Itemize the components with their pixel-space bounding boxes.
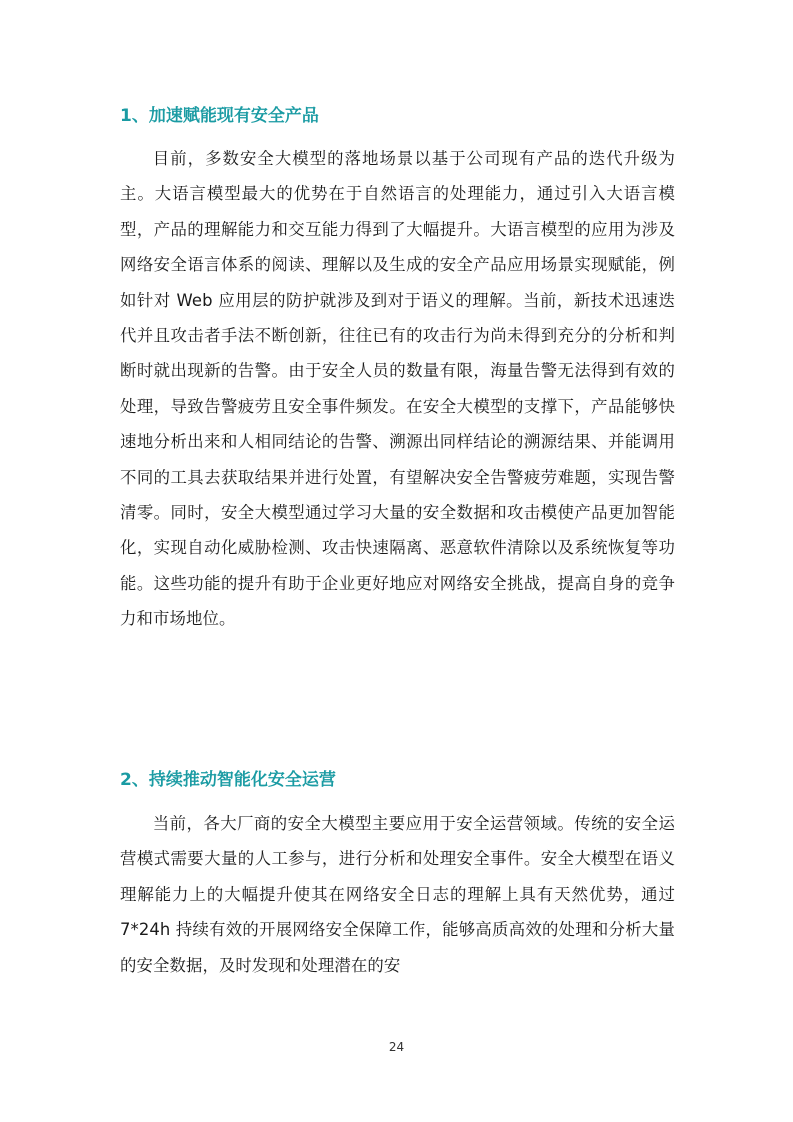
section-paragraph-2: 当前，各大厂商的安全大模型主要应用于安全运营领域。传统的安全运营模式需要大量的人工参与，进行分析和处理安全事件。安全大模型在语义理解能力上的大幅提升使其在网络安全日志的理解上具有天然优势，通过 7*24h 持续有效的开展网络安全保障工作，能够高质高效的处理和分析大量的安全数据，及时发现和处理潜在的安 <box>120 814 675 975</box>
section-heading-2: 2、持续推动智能化安全运营 <box>120 770 336 790</box>
section-paragraph-1: 目前，多数安全大模型的落地场景以基于公司现有产品的迭代升级为主。大语言模型最大的优势在于自然语言的处理能力，通过引入大语言模型，产品的理解能力和交互能力得到了大幅提升。大语言模型的应用为涉及网络安全语言体系的阅读、理解以及生成的安全产品应用场景实现赋能，例如针对 Web 应用层的防护就涉及到对于语义的理解。当前，新技术迅速迭代并且攻击者手法不断创新，往往已有的攻击行为尚未得到充分的分析和判断时就出现新的告警。由于安全人员的数量有限，海量告警无法得到有效的处理，导致告警疲劳且安全事件频发。在安全大模型的支撑下，产品能够快速地分析出来和人相同结论的告警、溯源出同样结论的溯源结果、并能调用不同的工具去获取结果并进行处置，有望解决安全告警疲劳难题，实现告警清零。同时，安全大模型通过学习大量的安全数据和攻击模使产品更加智能化，实现自动化威胁检测、攻击快速隔离、恶意软件清除以及系统恢复等功能。这些功能的提升有助于企业更好地应对网络安全挑战，提高自身的竞争力和市场地位。 <box>120 149 675 629</box>
page-number: 24 <box>388 1040 405 1054</box>
section-heading-1: 1、加速赋能现有安全产品 <box>120 106 319 126</box>
